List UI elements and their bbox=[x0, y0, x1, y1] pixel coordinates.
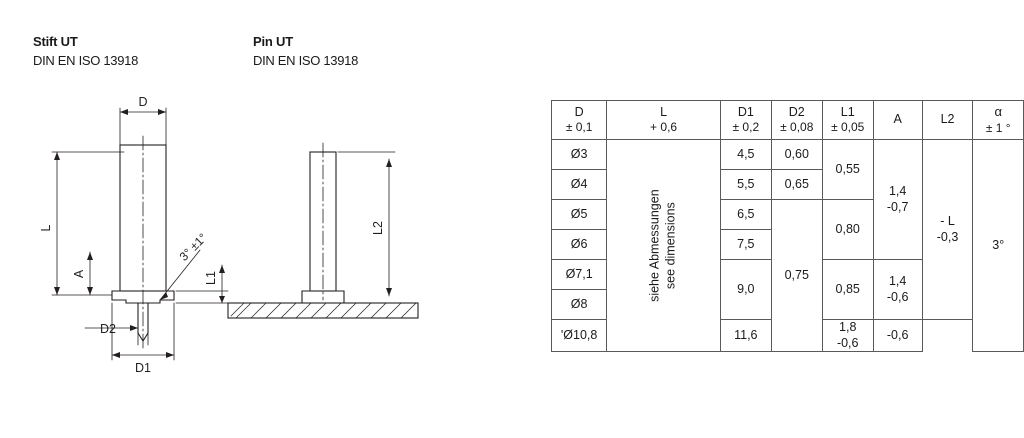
cell-d1: 9,0 bbox=[720, 260, 771, 320]
cell-l-note-line2: see dimensions bbox=[663, 202, 678, 290]
header-alpha bbox=[973, 101, 1024, 140]
cell-a bbox=[873, 260, 922, 320]
title-right-standard: DIN EN ISO 13918 bbox=[253, 52, 359, 68]
cell-d2: 0,60 bbox=[771, 140, 822, 170]
plate-hatching bbox=[231, 303, 416, 318]
cell-alpha: 3° bbox=[973, 140, 1024, 352]
cell-l2-bottom: -0,3 bbox=[936, 229, 959, 244]
header-l bbox=[607, 101, 721, 140]
cell-l1: 0,80 bbox=[822, 200, 873, 260]
cell-a-top: 1,8 bbox=[839, 320, 857, 334]
header-d2 bbox=[771, 101, 822, 140]
header-d-main: D bbox=[574, 104, 584, 119]
cell-l2-top: - L bbox=[940, 213, 955, 228]
dim-l bbox=[52, 152, 124, 295]
base-plate bbox=[228, 303, 418, 318]
label-l2: L2 bbox=[371, 221, 385, 235]
cell-d: Ø7,1 bbox=[552, 260, 607, 290]
cell-a-bottom: -0,6 bbox=[836, 335, 859, 350]
dim-l2 bbox=[338, 152, 395, 296]
cell-d2: 0,65 bbox=[771, 170, 822, 200]
label-a: A bbox=[72, 269, 86, 279]
cell-d1: 4,5 bbox=[720, 140, 771, 170]
cell-d1: 5,5 bbox=[720, 170, 771, 200]
label-d1: D1 bbox=[135, 361, 151, 375]
cell-l-note-text bbox=[648, 189, 679, 302]
label-l1: L1 bbox=[204, 271, 218, 285]
dim-a bbox=[87, 252, 93, 295]
header-l2 bbox=[922, 101, 973, 140]
cell-d: Ø8 bbox=[552, 290, 607, 320]
header-a-main: A bbox=[893, 112, 902, 127]
header-d2-main: D2 bbox=[788, 104, 805, 119]
header-d bbox=[552, 101, 607, 140]
cell-d1: 6,5 bbox=[720, 200, 771, 230]
cell-d: Ø6 bbox=[552, 230, 607, 260]
cell-a bbox=[873, 140, 922, 260]
cell-l2 bbox=[922, 140, 973, 320]
label-d: D bbox=[138, 95, 148, 109]
cell-a-top: 1,4 bbox=[888, 273, 907, 288]
table-row bbox=[552, 140, 1024, 170]
header-d2-sub: ± 0,08 bbox=[780, 120, 814, 135]
label-l: L bbox=[39, 224, 53, 232]
label-angle: 3° ±1° bbox=[176, 230, 210, 264]
cell-l-note bbox=[607, 140, 721, 352]
cell-l2: -0,6 bbox=[873, 320, 922, 352]
cell-d: Ø4 bbox=[552, 170, 607, 200]
cell-a-bottom: -0,6 bbox=[886, 289, 909, 304]
label-d2: D2 bbox=[100, 322, 116, 336]
header-a bbox=[873, 101, 922, 140]
cell-d1: 7,5 bbox=[720, 230, 771, 260]
header-l-sub: + 0,6 bbox=[650, 120, 678, 135]
title-left-standard: DIN EN ISO 13918 bbox=[33, 52, 139, 68]
cell-d1: 11,6 bbox=[720, 320, 771, 352]
header-alpha-main: α bbox=[994, 104, 1002, 120]
cell-d: Ø5 bbox=[552, 200, 607, 230]
cell-a bbox=[822, 320, 873, 352]
cell-l1: 0,55 bbox=[822, 140, 873, 200]
cell-a-top: 1,4 bbox=[888, 183, 907, 198]
cell-a-bottom: -0,7 bbox=[886, 199, 909, 214]
header-l1 bbox=[822, 101, 873, 140]
header-d1-sub: ± 0,2 bbox=[732, 120, 760, 135]
title-left-name: Stift UT bbox=[33, 34, 78, 49]
header-l2-main: L2 bbox=[940, 112, 955, 127]
cell-d2-merged: 0,75 bbox=[771, 200, 822, 352]
header-d1 bbox=[720, 101, 771, 140]
title-right-name: Pin UT bbox=[253, 34, 293, 49]
header-l1-sub: ± 0,05 bbox=[831, 120, 865, 135]
header-d-sub: ± 0,1 bbox=[565, 120, 593, 135]
cell-l1: 0,85 bbox=[822, 260, 873, 320]
cell-d: Ø3 bbox=[552, 140, 607, 170]
header-d1-main: D1 bbox=[737, 104, 754, 119]
header-l-main: L bbox=[660, 104, 668, 119]
specification-table bbox=[551, 100, 1024, 352]
header-alpha-sub: ± 1 ° bbox=[985, 120, 1011, 135]
table-header-row bbox=[552, 101, 1024, 140]
dim-d1 bbox=[112, 303, 174, 360]
header-l1-main: L1 bbox=[840, 104, 855, 119]
cell-l-note-line1: siehe Abmessungen bbox=[647, 189, 662, 302]
cell-d: 'Ø10,8 bbox=[552, 320, 607, 352]
